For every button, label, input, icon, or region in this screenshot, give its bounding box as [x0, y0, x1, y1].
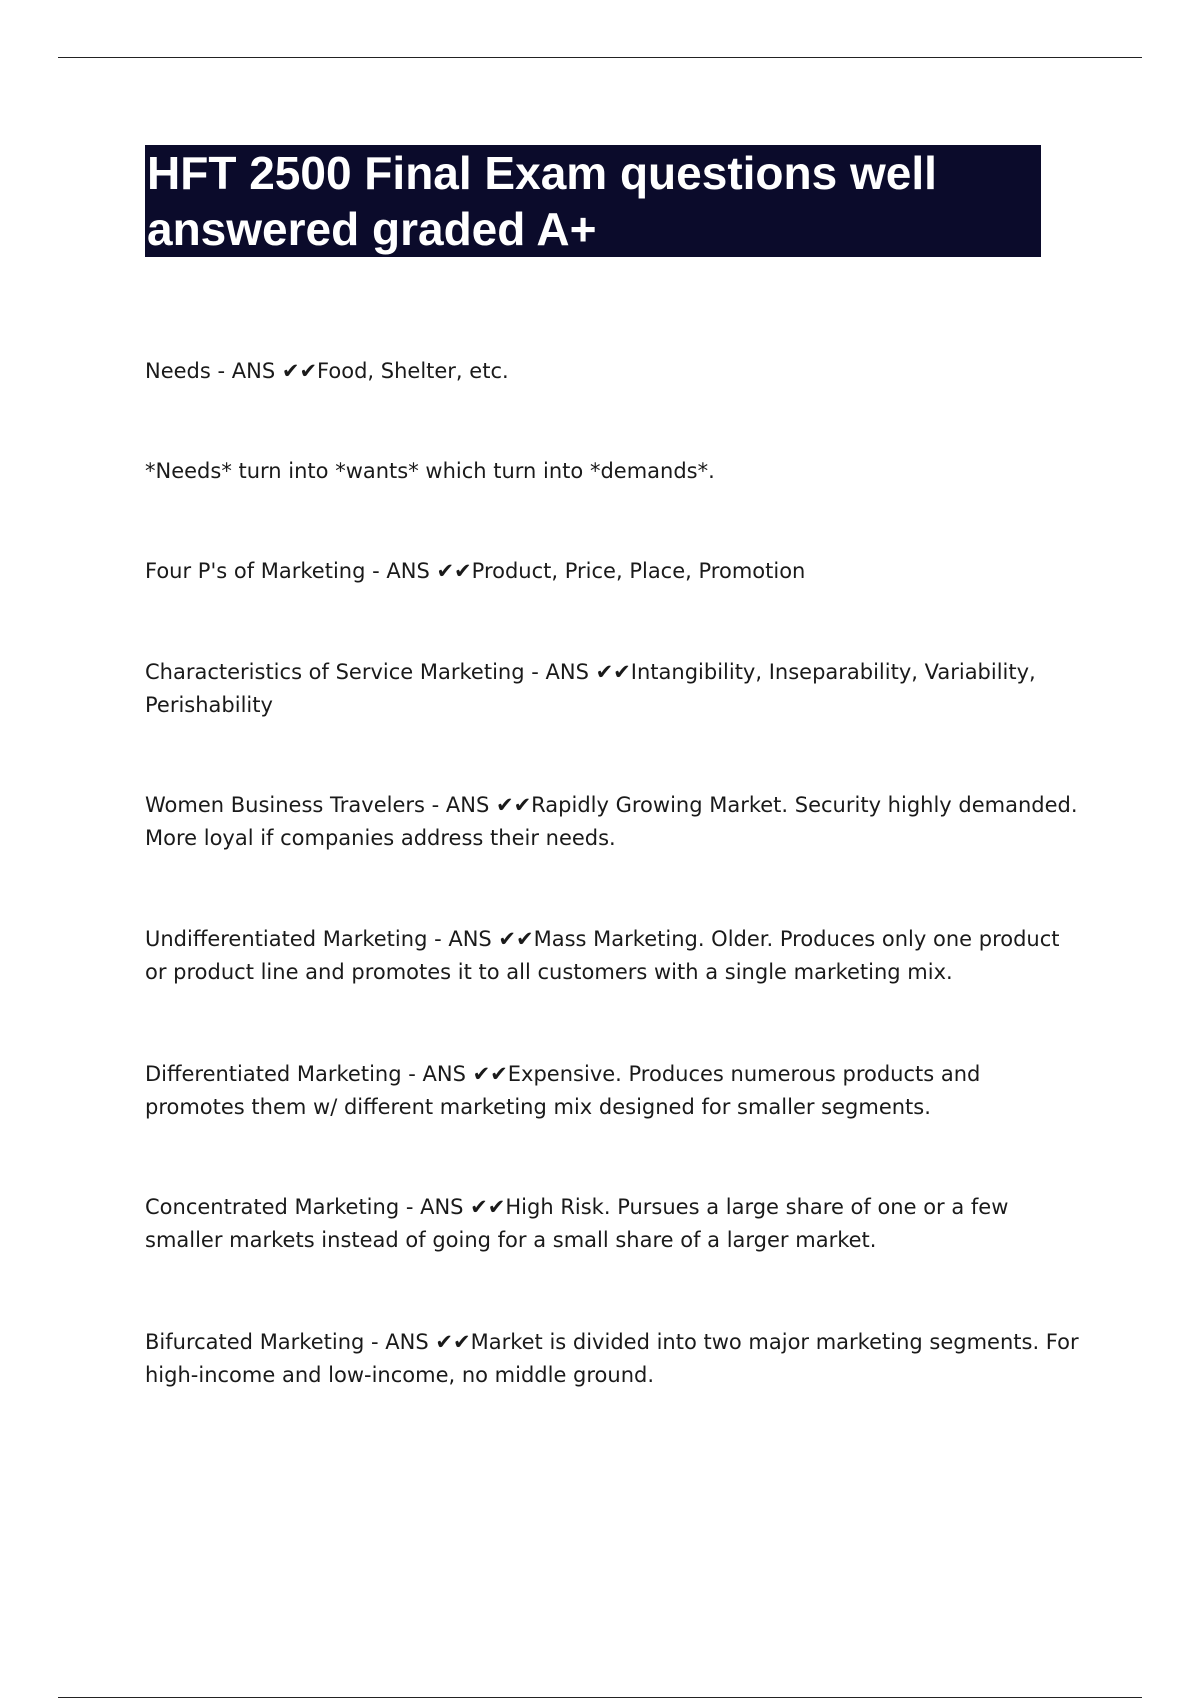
- checkmark-icon: ✔✔: [595, 660, 631, 684]
- qa-separator: - ANS: [524, 660, 596, 684]
- qa-separator: - ANS: [210, 359, 282, 383]
- qa-item: [145, 923, 1085, 989]
- qa-separator: - ANS: [399, 1195, 471, 1219]
- qa-item: [145, 1326, 1085, 1392]
- qa-term: Characteristics of Service Marketing: [145, 660, 525, 684]
- checkmark-icon: ✔✔: [470, 1195, 506, 1219]
- qa-item: [145, 355, 1085, 388]
- qa-answer: Expensive. Produces numerous products and promotes them w/ different marketing mix designed for smaller segments.: [145, 1062, 981, 1119]
- checkmark-icon: ✔✔: [498, 927, 534, 951]
- qa-item: [145, 455, 1085, 488]
- qa-item: [145, 789, 1085, 855]
- qa-term: Differentiated Marketing: [145, 1062, 402, 1086]
- checkmark-icon: ✔✔: [472, 1062, 508, 1086]
- checkmark-icon: ✔✔: [495, 793, 532, 817]
- qa-answer: Product, Price, Place, Promotion: [471, 559, 806, 583]
- checkmark-icon: ✔✔: [436, 559, 472, 583]
- qa-answer: Food, Shelter, etc.: [317, 359, 509, 383]
- qa-term: Four P's of Marketing: [145, 559, 366, 583]
- qa-answer: Mass Marketing. Older. Produces only one product or product line and promotes it to all customers with a single marketing mix.: [145, 927, 1060, 984]
- qa-separator: - ANS: [364, 1330, 436, 1354]
- qa-item: [145, 1191, 1085, 1257]
- qa-answer: Rapidly Growing Market. Security highly demanded. More loyal if companies address their needs.: [145, 793, 1078, 850]
- checkmark-icon: ✔✔: [435, 1330, 471, 1354]
- qa-separator: - ANS: [427, 927, 499, 951]
- qa-item: [145, 656, 1085, 722]
- qa-answer: Intangibility, Inseparability, Variability, Perishability: [145, 660, 1036, 717]
- qa-answer: High Risk. Pursues a large share of one or a few smaller markets instead of going for a small share of a larger market.: [145, 1195, 1009, 1252]
- qa-item: [145, 1058, 1085, 1124]
- qa-answer: *Needs* turn into *wants* which turn into *demands*.: [145, 459, 715, 483]
- qa-answer: Market is divided into two major marketing segments. For high-income and low-income, no middle ground.: [145, 1330, 1079, 1387]
- bottom-rule: [58, 1697, 1142, 1698]
- qa-term: Concentrated Marketing: [145, 1195, 400, 1219]
- qa-separator: - ANS: [424, 793, 496, 817]
- qa-separator: - ANS: [401, 1062, 473, 1086]
- qa-separator: - ANS: [365, 559, 437, 583]
- document-title: HFT 2500 Final Exam questions well answered graded A+: [147, 147, 937, 255]
- qa-item: [145, 555, 1085, 588]
- qa-term: Women Business Travelers: [145, 793, 425, 817]
- title-banner: [145, 145, 1041, 257]
- qa-term: Needs: [145, 359, 211, 383]
- qa-term: Bifurcated Marketing: [145, 1330, 365, 1354]
- qa-term: Undifferentiated Marketing: [145, 927, 428, 951]
- top-rule: [58, 57, 1142, 58]
- checkmark-icon: ✔✔: [281, 359, 318, 383]
